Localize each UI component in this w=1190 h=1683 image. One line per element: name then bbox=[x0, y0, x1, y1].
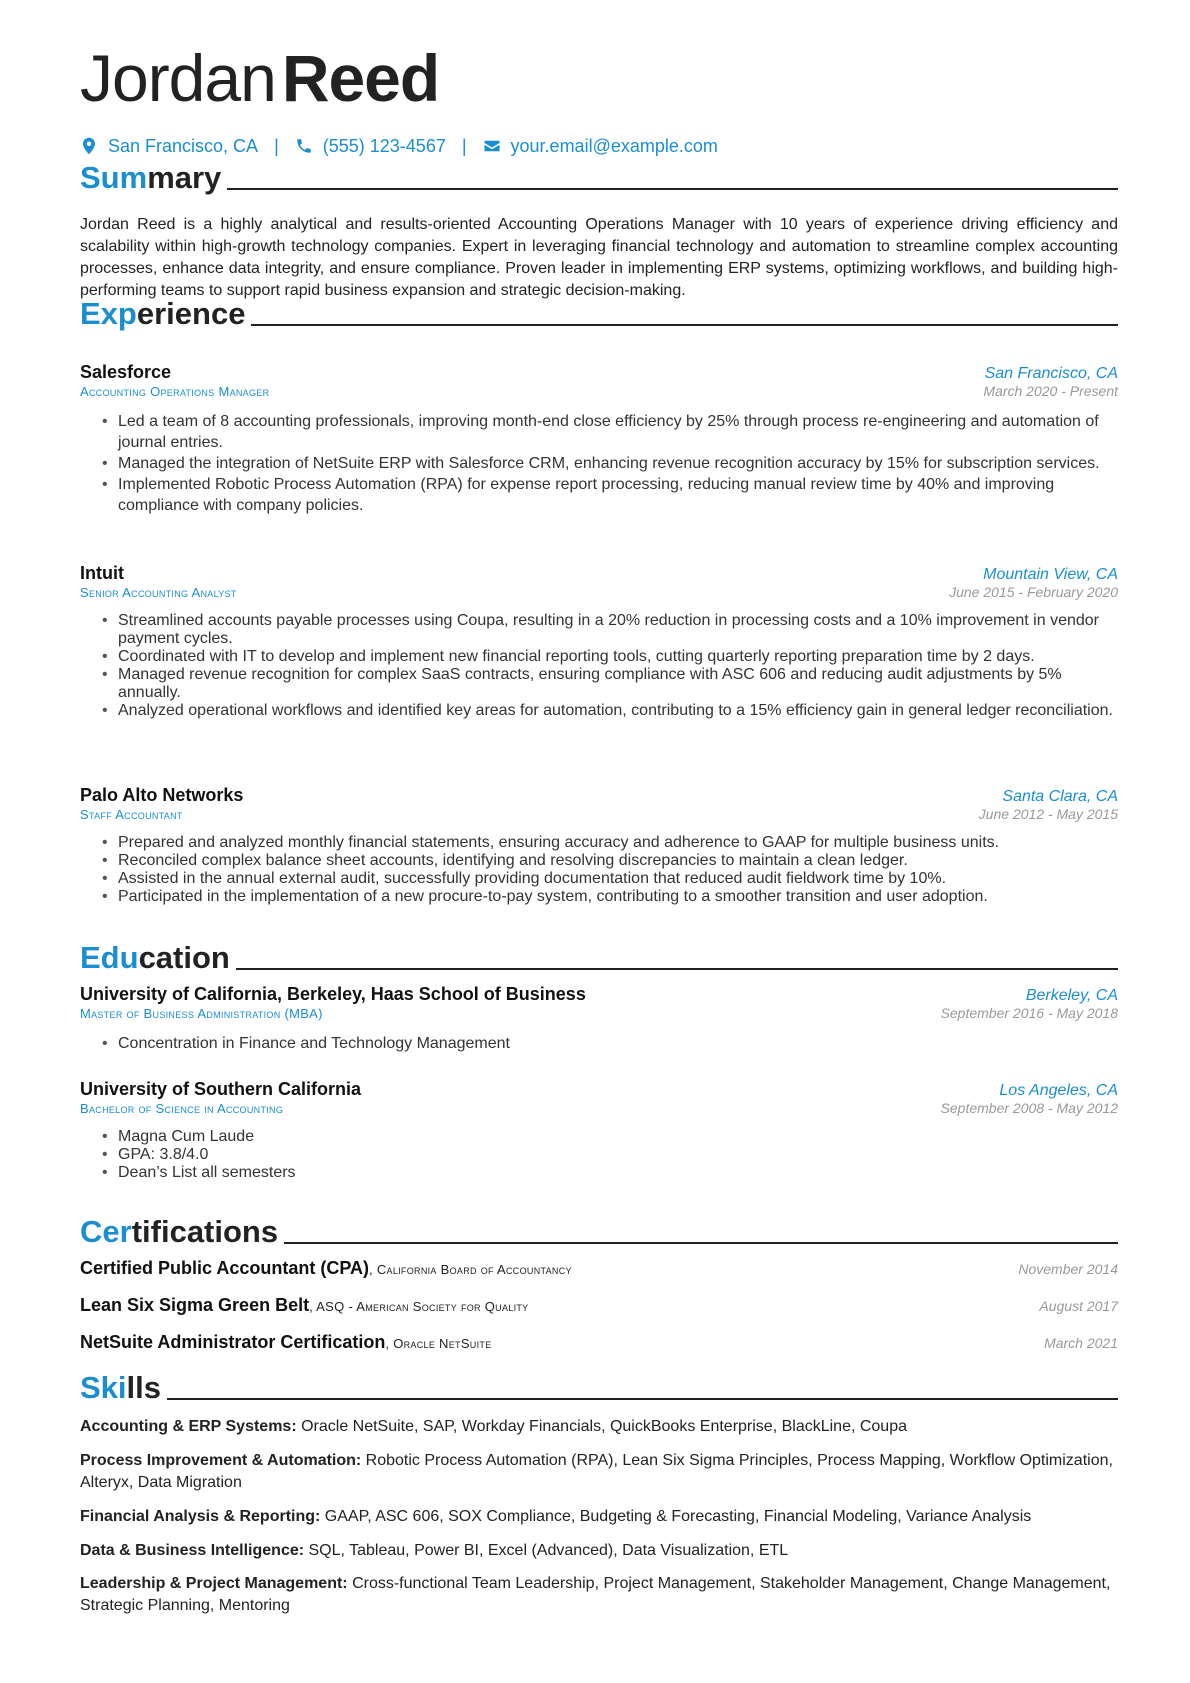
school-name: University of Southern California bbox=[80, 1079, 362, 1099]
cert-date: August 2017 bbox=[1039, 1298, 1118, 1314]
company-name: Palo Alto Networks bbox=[80, 785, 244, 805]
skill-list: Robotic Process Automation (RPA), Lean Six Sigma Principles, Process Mapping, Workflow Optimization, Alteryx, Data Migration bbox=[80, 1452, 1113, 1491]
cert-name: Certified Public Accountant (CPA) bbox=[80, 1258, 370, 1278]
list-item: • Assisted in the annual external audit, successfully providing documentation that reduced audit fieldwork time by 10%. bbox=[80, 870, 1118, 888]
cert-issuer: , Oracle NetSuite bbox=[385, 1336, 492, 1351]
contact-separator: | bbox=[461, 135, 467, 156]
job-dates: June 2015 - February 2020 bbox=[949, 584, 1118, 600]
skill-category: Leadership & Project Management: bbox=[80, 1575, 348, 1592]
list-item: • GPA: 3.8/4.0 bbox=[80, 1146, 1118, 1164]
section-label: Experience bbox=[80, 296, 246, 331]
cert-name: NetSuite Administrator Certification bbox=[80, 1332, 386, 1352]
section-rule bbox=[251, 324, 1118, 326]
section-rule bbox=[236, 968, 1118, 970]
company-name: Salesforce bbox=[80, 362, 172, 382]
list-item: • Led a team of 8 accounting professionals, improving month-end close efficiency by 25% through process re-engineering and automation of journal entries. bbox=[80, 411, 1118, 453]
list-item: • Coordinated with IT to develop and implement new financial reporting tools, cutting quarterly reporting preparation time by 2 days. bbox=[80, 648, 1118, 666]
school-location: Berkeley, CA bbox=[1025, 987, 1118, 1004]
skill-list: Cross-functional Team Leadership, Project Management, Stakeholder Management, Change Management, Strategic Planning, Mentoring bbox=[80, 1575, 1111, 1614]
job-location: Mountain View, CA bbox=[983, 566, 1118, 583]
email-link[interactable]: your.email@example.com bbox=[510, 135, 718, 156]
list-item: • Concentration in Finance and Technology Management bbox=[80, 1033, 1118, 1054]
contact-location bbox=[80, 136, 258, 157]
cert-date: November 2014 bbox=[1018, 1261, 1118, 1277]
study-dates: September 2016 - May 2018 bbox=[940, 1005, 1118, 1021]
contact-separator: | bbox=[274, 135, 279, 156]
degree-title: Bachelor of Science in Accounting bbox=[80, 1101, 284, 1116]
list-item: • Prepared and analyzed monthly financial statements, ensuring accuracy and adherence to GAAP for multiple business units. bbox=[80, 834, 1118, 852]
degree-title: Master of Business Administration (MBA) bbox=[80, 1006, 323, 1021]
job-title: Staff Accountant bbox=[80, 807, 183, 822]
skill-list: GAAP, ASC 606, SOX Compliance, Budgeting & Forecasting, Financial Modeling, Variance Analysis bbox=[320, 1508, 1032, 1525]
contact-phone[interactable] bbox=[295, 136, 446, 157]
experience-entry bbox=[80, 563, 1118, 720]
certification-item bbox=[80, 1332, 1118, 1353]
section-title-experience bbox=[80, 294, 1118, 332]
education-entry bbox=[80, 1079, 1118, 1182]
bullet-list bbox=[80, 1033, 1118, 1054]
section-rule bbox=[167, 1398, 1118, 1400]
list-item: • Magna Cum Laude bbox=[80, 1128, 1118, 1146]
certification-item bbox=[80, 1258, 1118, 1279]
list-item: • Managed revenue recognition for complex SaaS contracts, ensuring compliance with ASC 606 and reducing audit adjustments by 5% annually. bbox=[80, 666, 1118, 702]
skill-category: Accounting & ERP Systems: bbox=[80, 1418, 297, 1435]
section-label: Skills bbox=[80, 1370, 161, 1405]
cert-name: Lean Six Sigma Green Belt bbox=[80, 1295, 310, 1315]
job-title: Accounting Operations Manager bbox=[80, 384, 270, 399]
phone-text: (555) 123-4567 bbox=[322, 135, 446, 156]
section-title-summary bbox=[80, 158, 1118, 196]
skill-row bbox=[80, 1450, 1118, 1494]
section-label: Certifications bbox=[80, 1214, 279, 1249]
certification-item bbox=[80, 1295, 1118, 1316]
bullet-list bbox=[80, 1128, 1118, 1182]
skill-category: Data & Business Intelligence: bbox=[80, 1542, 305, 1559]
location-text: San Francisco, CA bbox=[108, 135, 259, 156]
list-item: • Managed the integration of NetSuite ERP with Salesforce CRM, enhancing revenue recognition accuracy by 15% for subscription services. bbox=[80, 453, 1118, 474]
school-name: University of California, Berkeley, Haas School of Business bbox=[80, 984, 586, 1004]
skill-list: Oracle NetSuite, SAP, Workday Financials, QuickBooks Enterprise, BlackLine, Coupa bbox=[296, 1418, 907, 1435]
school-location: Los Angeles, CA bbox=[999, 1082, 1118, 1099]
candidate-name bbox=[80, 38, 439, 118]
cert-issuer: , ASQ - American Society for Quality bbox=[309, 1299, 529, 1314]
education-entry bbox=[80, 984, 1118, 1054]
list-item: • Analyzed operational workflows and identified key areas for automation, contributing to a 15% efficiency gain in general ledger reconciliation. bbox=[80, 702, 1118, 720]
list-item: • Implemented Robotic Process Automation (RPA) for expense report processing, reducing manual review time by 40% and improving compliance with company policies. bbox=[80, 474, 1118, 516]
section-title-education bbox=[80, 938, 1118, 976]
skill-row bbox=[80, 1506, 1118, 1528]
list-item: • Reconciled complex balance sheet accounts, identifying and resolving discrepancies to maintain a clean ledger. bbox=[80, 852, 1118, 870]
phone-icon bbox=[295, 136, 313, 156]
list-item: • Dean’s List all semesters bbox=[80, 1164, 1118, 1182]
list-item: • Streamlined accounts payable processes using Coupa, resulting in a 20% reduction in processing costs and a 10% improvement in vendor payment cycles. bbox=[80, 612, 1118, 648]
skill-category: Financial Analysis & Reporting: bbox=[80, 1508, 321, 1525]
first-name: Jordan bbox=[80, 41, 276, 115]
section-title-certifications bbox=[80, 1212, 1118, 1250]
summary-text: Jordan Reed is a highly analytical and results-oriented Accounting Operations Manager with 10 years of experience driving efficiency and scalability within high-growth technology companies. Expert in leveraging financial technology and automation to streamline complex accounting processes, enhance data integrity, and ensure compliance. Proven leader in implementing ERP systems, optimizing workflows, and building high-performing teams to support rapid business expansion and strategic decision-making. bbox=[80, 216, 1118, 299]
section-title-skills bbox=[80, 1368, 1118, 1406]
envelope-icon bbox=[483, 136, 501, 156]
job-dates: March 2020 - Present bbox=[983, 383, 1118, 399]
section-label: Summary bbox=[80, 160, 222, 195]
bullet-list bbox=[80, 411, 1118, 516]
cert-issuer: , California Board of Accountancy bbox=[369, 1262, 572, 1277]
job-title: Senior Accounting Analyst bbox=[80, 585, 237, 600]
list-item: • Participated in the implementation of a new procure-to-pay system, contributing to a smoother transition and user adoption. bbox=[80, 888, 1118, 906]
job-location: San Francisco, CA bbox=[984, 365, 1118, 382]
section-label: Education bbox=[80, 940, 230, 975]
section-rule bbox=[284, 1242, 1118, 1244]
skill-row bbox=[80, 1540, 1118, 1562]
company-name: Intuit bbox=[80, 563, 124, 583]
experience-entry bbox=[80, 362, 1118, 516]
bullet-list bbox=[80, 612, 1118, 720]
contact-bar bbox=[80, 132, 718, 160]
skill-category: Process Improvement & Automation: bbox=[80, 1452, 362, 1469]
last-name: Reed bbox=[281, 41, 440, 115]
section-rule bbox=[227, 188, 1118, 190]
experience-entry bbox=[80, 785, 1118, 906]
skill-row bbox=[80, 1573, 1118, 1617]
study-dates: September 2008 - May 2012 bbox=[940, 1100, 1118, 1116]
map-marker-icon bbox=[80, 136, 98, 156]
cert-date: March 2021 bbox=[1044, 1335, 1118, 1351]
job-dates: June 2012 - May 2015 bbox=[978, 806, 1118, 822]
bullet-list bbox=[80, 834, 1118, 906]
job-location: Santa Clara, CA bbox=[1002, 788, 1118, 805]
contact-email[interactable] bbox=[483, 136, 718, 157]
skill-row bbox=[80, 1416, 1118, 1438]
skill-list: SQL, Tableau, Power BI, Excel (Advanced), Data Visualization, ETL bbox=[304, 1542, 789, 1559]
